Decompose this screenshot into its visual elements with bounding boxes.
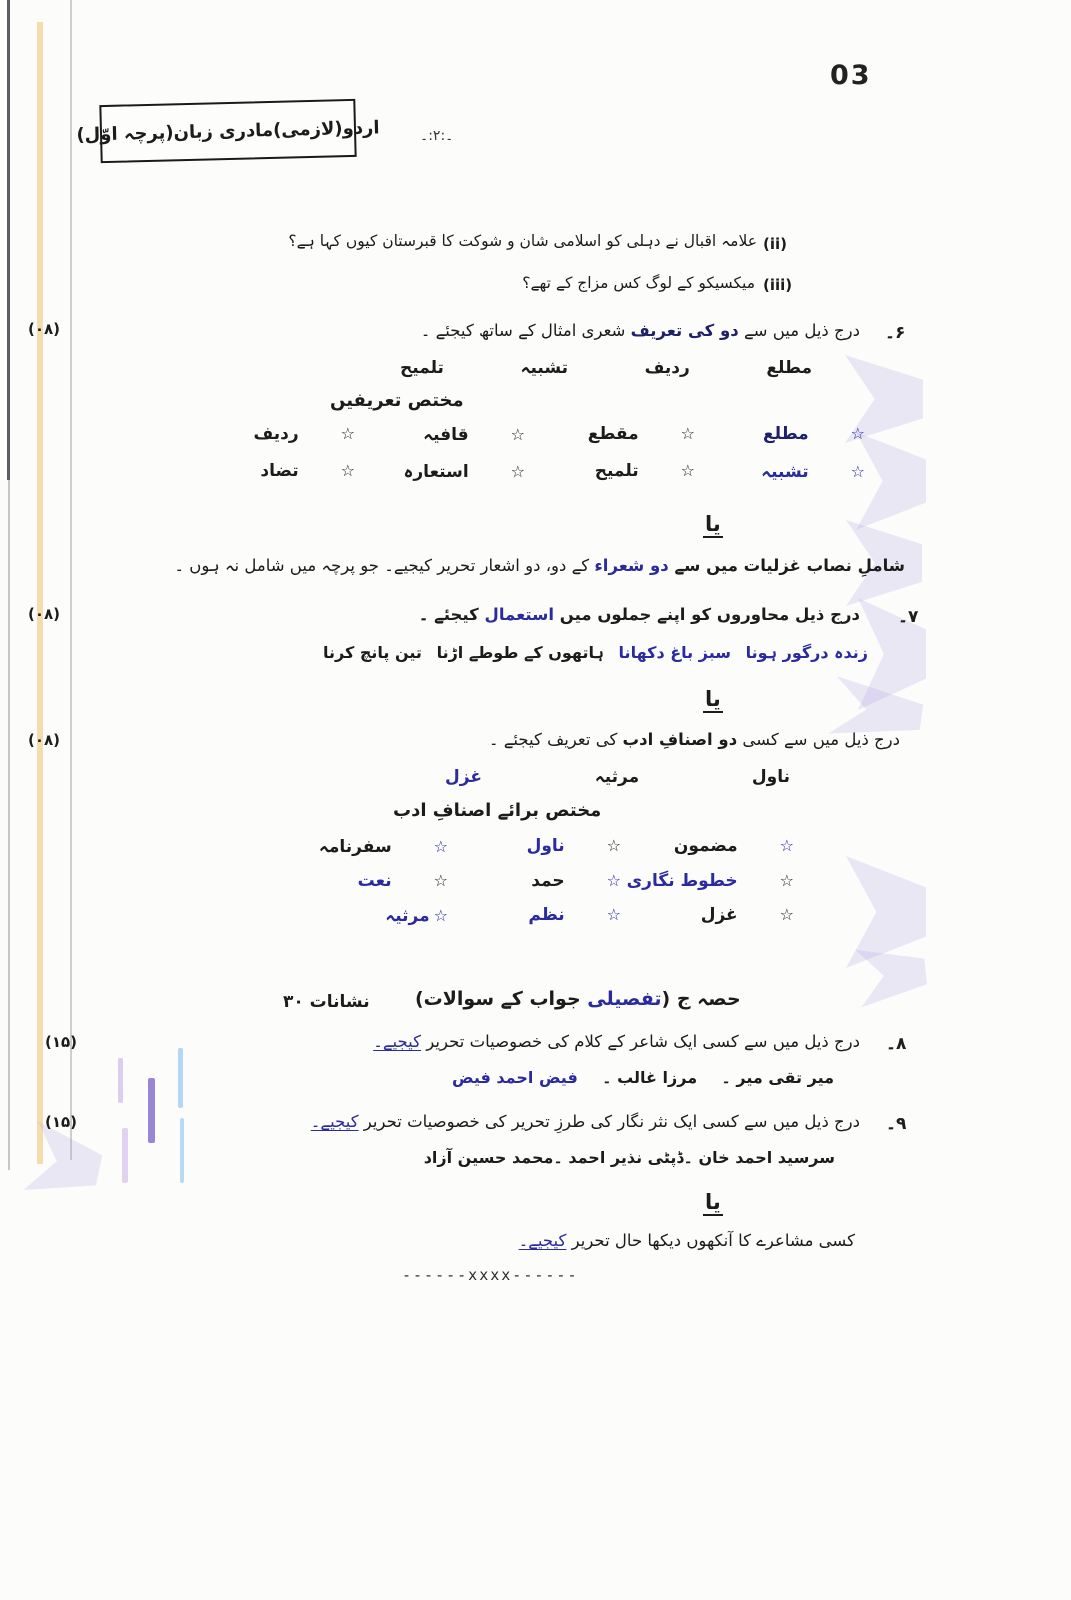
star-option (525, 461, 695, 482)
question-text-q8 (373, 1032, 860, 1051)
marks-badge-q6: (۰۸) (28, 320, 61, 338)
term-label: ردیف (644, 358, 690, 378)
pen-mark (178, 1048, 183, 1108)
prose-writers-row (423, 1148, 835, 1167)
question-text-q7alt (489, 730, 900, 749)
option-name: سرسید احمد خان ۔ (683, 1148, 835, 1167)
genre-label: غزل (445, 767, 482, 787)
option-label: تلمیح (594, 461, 639, 481)
option-label: مقطع (587, 424, 639, 444)
option-name: ڈپٹی نذیر احمد ۔ (553, 1148, 684, 1167)
exam-title-box (76, 99, 380, 163)
option-label: تضاد (260, 461, 299, 481)
star-icon: ☆ (340, 461, 355, 480)
q9-text-part: درج ذیل میں سے کسی ایک نثر نگار کی طرزِ تحریر کی خصوصیات تحریر (358, 1112, 860, 1131)
star-icon: ☆ (606, 836, 621, 855)
option-label: مضمون (673, 836, 738, 856)
option-label: خطوط نگاری (626, 871, 738, 891)
star-icon: ☆ (510, 462, 525, 481)
q7alt-text-part: کی تعریف کیجئے ۔ (488, 730, 623, 749)
or-separator: یا (705, 687, 721, 711)
star-icon: ☆ (433, 837, 448, 856)
marks-badge-q8: (۱۵) (45, 1033, 78, 1051)
idioms-row (323, 643, 868, 662)
star-option (275, 905, 448, 926)
star-icon: ☆ (340, 424, 355, 443)
q6-or-text (174, 556, 905, 575)
exam-title: اردو(لازمی)مادری زبان(پرچہ اوّل) (76, 116, 380, 146)
section-heading (415, 988, 741, 1010)
q7alt-text-highlight: دو اصنافِ ادب (622, 730, 738, 749)
pen-mark (118, 1058, 123, 1103)
page-number: 03 (830, 60, 872, 91)
option-label: حمد (531, 871, 565, 891)
question-number-q9: ۹۔ (886, 1114, 907, 1134)
pen-mark (148, 1078, 155, 1143)
q9-or-highlight: کیجیے۔ (518, 1231, 567, 1250)
option-label: غزل (700, 905, 738, 925)
section-heading-part: جواب کے سوالات) (415, 988, 588, 1010)
q6-text-part: شعری امثال کے ساتھ کیجئے ۔ (420, 321, 631, 340)
idiom-label: تین پانچ کرنا (323, 643, 422, 662)
q6-text-highlight: دو کی تعریف (630, 321, 739, 340)
star-icon: ☆ (850, 462, 865, 481)
table-heading-genres: مختص برائے اصنافِ ادب (393, 800, 602, 821)
q6-or-part: شاملِ نصاب غزلیات میں سے (668, 556, 905, 575)
option-label: نعت (357, 871, 392, 891)
idiom-label: زندہ درگور ہونا (745, 643, 868, 662)
idiom-label: سبز باغ دکھانا (618, 643, 731, 662)
star-option (621, 871, 794, 891)
star-icon: ☆ (680, 424, 695, 443)
subpart-number: (ii) (763, 235, 787, 253)
subpart-number: (iii) (763, 276, 793, 294)
star-icon: ☆ (606, 905, 621, 924)
option-label: ردیف (253, 424, 299, 444)
genre-label: مرثیہ (594, 767, 640, 787)
option-label: تشبیہ (761, 462, 809, 482)
genres-row (445, 766, 790, 787)
q8-text-highlight: کیجیے۔ (373, 1032, 422, 1051)
q8-text-part: درج ذیل میں سے کسی ایک شاعر کے کلام کی خصوصیات تحریر (421, 1032, 860, 1051)
q9-text-highlight: کیجیے۔ (310, 1112, 359, 1131)
watermark-chevron (855, 943, 929, 1008)
star-icon: ☆ (850, 424, 865, 443)
star-option (185, 424, 355, 445)
section-marks: نشانات ۳۰ (283, 992, 370, 1012)
star-icon: ☆ (779, 905, 794, 924)
option-label: نظم (528, 905, 565, 925)
q7-text-part: درج ذیل محاوروں کو اپنے جملوں میں (554, 605, 860, 624)
option-label: مطلع (763, 424, 809, 444)
star-icon: ☆ (510, 425, 525, 444)
star-option (621, 905, 794, 926)
q6-text-part: درج ذیل میں سے (738, 321, 860, 340)
q9-or-part: کسی مشاعرے کا آنکھوں دیکھا حال تحریر (566, 1231, 855, 1250)
star-option (355, 424, 525, 445)
poets-row (452, 1068, 834, 1087)
option-name: فیض احمد فیض (452, 1068, 578, 1087)
question-text-q9 (311, 1112, 860, 1131)
scan-edge-line-yellow (37, 22, 43, 1164)
q6-or-part: کے دو، دو اشعار تحریر کیجیے۔ جو پرچہ میں شامل نہ ہوں ۔ (174, 556, 595, 575)
or-separator: یا (705, 1190, 721, 1214)
star-option (275, 871, 448, 891)
term-label: تشبیہ (520, 358, 569, 378)
marks-badge-q7alt: (۰۸) (28, 731, 61, 749)
star-icon: ☆ (779, 871, 794, 890)
star-option (448, 905, 621, 926)
star-icon: ☆ (680, 461, 695, 480)
q7alt-text-part: درج ذیل میں سے کسی (737, 730, 900, 749)
end-marker: ------xxxx------ (402, 1266, 579, 1284)
option-name: میر تقی میر ۔ (721, 1068, 834, 1087)
option-name: مرزا غالب ۔ (602, 1068, 698, 1087)
star-option (185, 461, 355, 482)
q9-or-text (519, 1231, 855, 1250)
subpart-text: میکسیکو کے لوگ کس مزاج کے تھے؟ (522, 274, 755, 292)
q7-text-highlight: استعمال (484, 605, 555, 624)
option-label: قافیہ (423, 425, 469, 445)
q6-or-highlight: دو شعراء (594, 556, 669, 575)
star-option (448, 836, 621, 857)
or-separator: یا (705, 512, 721, 536)
terms-row (400, 357, 812, 378)
idiom-label: ہاتھوں کے طوطے اڑنا (436, 643, 604, 662)
scan-edge-line-dark-faint (8, 480, 10, 1170)
star-icon: ☆ (779, 836, 794, 855)
q7-text-part: کیجئے ۔ (418, 605, 485, 624)
star-icon: ☆ (433, 906, 448, 925)
star-option (275, 836, 448, 857)
question-text-q6 (421, 321, 860, 340)
option-label: مرثیہ (385, 906, 430, 926)
star-option (621, 836, 794, 857)
subpart-text: علامہ اقبال نے دہلی کو اسلامی شان و شوکت کا قبرستان کیوں کہا ہے؟ (288, 232, 757, 250)
section-heading-part: حصہ ج ( (661, 988, 741, 1010)
table-heading-definitions: مختص تعریفیں (330, 390, 464, 411)
term-label: تلمیح (400, 358, 444, 378)
watermark-chevron (23, 1121, 106, 1204)
marks-badge-q9: (۱۵) (45, 1113, 78, 1131)
star-option (525, 424, 695, 445)
star-option (355, 461, 525, 482)
option-label: ناول (526, 836, 565, 856)
marks-badge-q7: (۰۸) (28, 605, 61, 623)
star-option (695, 424, 865, 445)
section-heading-highlight: تفصیلی (587, 988, 662, 1010)
genres-star-table (275, 836, 794, 926)
page-marker: ۔:۲:۔ (420, 128, 454, 144)
question-number-q8: ۸۔ (886, 1034, 907, 1054)
option-label: استعارہ (403, 462, 469, 482)
question-number-q6: ۶۔ (885, 323, 906, 343)
genre-label: ناول (751, 767, 790, 787)
question-text-q7 (419, 605, 860, 624)
pen-mark (122, 1128, 128, 1183)
watermark-chevron (856, 432, 926, 530)
pen-mark (180, 1118, 184, 1183)
option-name: محمد حسین آزاد (423, 1148, 554, 1167)
option-label: سفرنامہ (318, 837, 392, 857)
scan-edge-line-dark (7, 0, 10, 480)
star-icon: ☆ (606, 871, 621, 890)
star-option (448, 871, 621, 891)
term-label: مطلع (766, 358, 812, 378)
definitions-star-table (185, 424, 865, 482)
question-number-q7: ۷۔ (898, 607, 919, 627)
star-option (695, 461, 865, 482)
scan-edge-line-gray (70, 0, 72, 1160)
star-icon: ☆ (433, 871, 448, 890)
